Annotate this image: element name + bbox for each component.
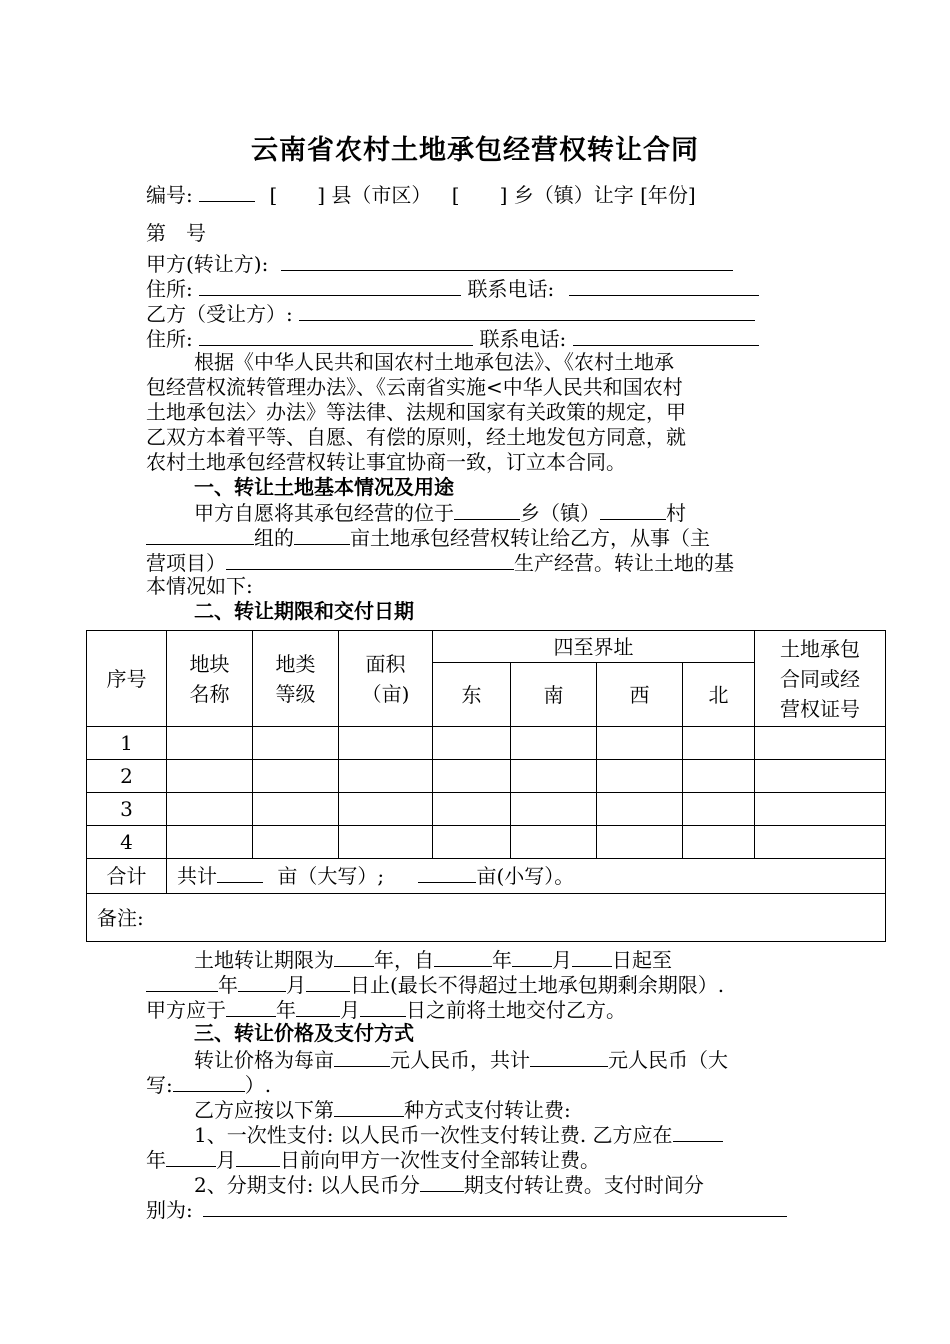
price-text: 月: [216, 1148, 236, 1172]
term-text: 土地转让期限为: [194, 948, 334, 972]
delivery-month-blank: [296, 996, 340, 1017]
term-years-blank: [334, 946, 374, 967]
number-label: 编号:: [146, 183, 193, 207]
s1-text: 村: [666, 501, 686, 525]
table-cell: [433, 727, 511, 760]
price-text: 种方式支付转让费:: [404, 1098, 571, 1122]
document-title: 云南省农村土地承包经营权转让合同: [251, 135, 699, 166]
section-1-line-3: [146, 549, 734, 575]
table-cell: [253, 826, 339, 859]
party-a-phone-label: 联系电话:: [467, 277, 555, 301]
th-area: [339, 631, 433, 727]
price-per-acre-blank: [334, 1046, 390, 1067]
village-blank: [600, 499, 666, 520]
preamble-line: 农村土地承包经营权转让事宜协商一致，订立本合同。: [146, 450, 626, 474]
table-cell: [339, 793, 433, 826]
term-text: 年，自: [374, 948, 434, 972]
section-1-line-1: [194, 499, 686, 525]
term-text: 日止(最长不得超过土地承包期剩余期限）.: [350, 973, 725, 997]
start-month-blank: [512, 946, 552, 967]
table-cell: [755, 760, 886, 793]
term-text: 月: [552, 948, 572, 972]
end-month-blank: [238, 971, 286, 992]
party-a-address-blank: [199, 275, 461, 296]
row-seq: 1: [87, 727, 167, 760]
party-b-phone-blank: [573, 325, 759, 346]
installment-count-blank: [420, 1171, 464, 1192]
total-text: 亩(小写）。: [476, 864, 575, 888]
project-blank: [226, 549, 514, 570]
lump-year-lead-blank: [673, 1121, 723, 1142]
th-plot-name: [167, 631, 253, 727]
price-line-6: [194, 1171, 704, 1197]
party-a-address-line: [146, 275, 759, 301]
total-blank-lower: [418, 862, 476, 883]
th-text: 等级: [275, 681, 316, 706]
delivery-day-blank: [360, 996, 406, 1017]
table-cell: [755, 826, 886, 859]
total-label: 合计: [87, 859, 167, 894]
installment-schedule-blank: [203, 1196, 787, 1217]
preamble-line: 土地承包法〉办法》等法律、法规和国家有关政策的规定，甲: [146, 400, 686, 424]
table-row: [87, 760, 886, 793]
party-b-address-blank: [199, 325, 473, 346]
table-cell: [167, 760, 253, 793]
preamble-line: 根据《中华人民共和国农村土地承包法》、《农村土地承: [194, 350, 674, 374]
price-capital-blank: [173, 1071, 245, 1092]
town-blank: [454, 499, 520, 520]
s1-text: 甲方自愿将其承包经营的位于: [194, 501, 454, 525]
number-blank: [199, 181, 255, 202]
table-cell: [683, 826, 755, 859]
th-west: 西: [597, 663, 683, 727]
term-line-3: [146, 996, 626, 1022]
price-text: 2、分期支付: 以人民币分: [194, 1173, 420, 1197]
lump-day-blank: [236, 1146, 280, 1167]
th-cert: [755, 631, 886, 727]
term-text: 年: [276, 998, 296, 1022]
party-b-line: [146, 300, 755, 326]
party-a-phone-blank: [569, 275, 759, 296]
table-cell: [167, 793, 253, 826]
term-text: 年: [218, 973, 238, 997]
land-table: [86, 630, 886, 942]
table-cell: [755, 793, 886, 826]
header-number-line: [146, 181, 696, 207]
table-row: [87, 793, 886, 826]
price-line-7: [146, 1196, 787, 1222]
town-field: [ ] 乡（镇）让字 [年份]: [451, 183, 696, 207]
party-b-address-line: [146, 325, 759, 351]
group-blank: [146, 524, 254, 545]
th-north: 北: [683, 663, 755, 727]
total-row: [87, 859, 886, 894]
th-south: 南: [511, 663, 597, 727]
party-a-address-label: 住所:: [146, 277, 193, 301]
total-text: 共计: [177, 864, 217, 888]
term-line-1: [194, 946, 672, 972]
th-text: 地块: [189, 651, 230, 676]
table-cell: [339, 826, 433, 859]
term-text: 甲方应于: [146, 998, 226, 1022]
table-cell: [597, 826, 683, 859]
acre-blank: [294, 524, 350, 545]
table-cell: [253, 727, 339, 760]
table-cell: [683, 760, 755, 793]
s1-text: 亩土地承包经营权转让给乙方，从事（主: [350, 526, 710, 550]
table-cell: [339, 760, 433, 793]
term-text: 日起至: [612, 948, 672, 972]
table-cell: [511, 760, 597, 793]
price-text: 别为:: [146, 1198, 193, 1222]
party-b-phone-label: 联系电话:: [479, 327, 567, 351]
th-text: 营权证号: [780, 696, 860, 721]
party-b-label: 乙方（受让方）:: [146, 302, 293, 326]
start-year-blank: [434, 946, 492, 967]
table-cell: [339, 727, 433, 760]
th-grade: [253, 631, 339, 727]
party-a-label: 甲方(转让方):: [146, 252, 269, 276]
price-text: ）.: [244, 1073, 272, 1097]
end-day-blank: [306, 971, 350, 992]
price-text: 年: [146, 1148, 166, 1172]
table-cell: [683, 727, 755, 760]
table-row: [87, 826, 886, 859]
section-1-line-2: [146, 524, 710, 550]
price-text: 日前向甲方一次性支付全部转让费。: [280, 1148, 600, 1172]
preamble-line: 包经营权流转管理办法》、《云南省实施<中华人民共和国农村: [146, 375, 683, 399]
table-cell: [597, 793, 683, 826]
price-line-4: [194, 1121, 723, 1147]
term-text: 年: [492, 948, 512, 972]
section-3-heading: 三、转让价格及支付方式: [194, 1021, 414, 1045]
th-text: 名称: [189, 681, 230, 706]
delivery-year-blank: [226, 996, 276, 1017]
lump-year-blank: [166, 1146, 216, 1167]
table-cell: [433, 793, 511, 826]
price-text: 1、一次性支付: 以人民币一次性支付转让费. 乙方应在: [194, 1123, 673, 1147]
table-cell: [433, 826, 511, 859]
term-text: 月: [286, 973, 306, 997]
price-text: 元人民币（大: [608, 1048, 728, 1072]
th-text: 地类: [275, 651, 316, 676]
total-text: 亩（大写）;: [277, 864, 385, 888]
table-cell: [253, 793, 339, 826]
th-text: 土地承包: [780, 636, 860, 661]
term-text: 月: [340, 998, 360, 1022]
total-cell: [167, 859, 886, 894]
section-1-line-4: 本情况如下:: [146, 574, 253, 598]
party-b-address-label: 住所:: [146, 327, 193, 351]
price-line-2: [146, 1071, 271, 1097]
price-line-1: [194, 1046, 728, 1072]
price-text: 乙方应按以下第: [194, 1098, 334, 1122]
table-cell: [511, 826, 597, 859]
table-cell: [683, 793, 755, 826]
th-text: 面积: [365, 651, 406, 676]
s1-text: 组的: [254, 526, 294, 550]
party-b-blank: [299, 300, 755, 321]
price-line-5: [146, 1146, 600, 1172]
payment-method-blank: [334, 1096, 404, 1117]
total-blank-upper: [217, 862, 263, 883]
remark-row: [87, 894, 886, 942]
price-text: 期支付转让费。支付时间分: [463, 1173, 704, 1197]
start-day-blank: [572, 946, 612, 967]
price-text: 元人民币，共计: [390, 1048, 530, 1072]
table-cell: [511, 727, 597, 760]
row-seq: 2: [87, 760, 167, 793]
th-seq: 序号: [87, 631, 167, 727]
price-line-3: [194, 1096, 571, 1122]
row-seq: 3: [87, 793, 167, 826]
th-text: 合同或经: [780, 666, 860, 691]
table-row: [87, 727, 886, 760]
th-text: （亩): [361, 681, 410, 706]
table-cell: [597, 760, 683, 793]
price-text: 转让价格为每亩: [194, 1048, 334, 1072]
s1-text: 生产经营。转让土地的基: [514, 551, 734, 575]
s1-text: 营项目）: [146, 551, 226, 575]
price-total-blank: [530, 1046, 608, 1067]
row-seq: 4: [87, 826, 167, 859]
county-field: [ ] 县（市区）: [269, 183, 432, 207]
s1-text: 乡（镇）: [520, 501, 600, 525]
table-cell: [433, 760, 511, 793]
th-east: 东: [433, 663, 511, 727]
table-cell: [167, 826, 253, 859]
remark-cell: 备注:: [87, 894, 886, 942]
term-text: 日之前将土地交付乙方。: [406, 998, 626, 1022]
price-text: 写:: [146, 1073, 173, 1097]
table-cell: [511, 793, 597, 826]
party-a-line: [146, 250, 733, 276]
th-boundary: 四至界址: [433, 631, 755, 663]
section-2-heading: 二、转让期限和交付日期: [194, 599, 414, 623]
table-cell: [167, 727, 253, 760]
table-cell: [253, 760, 339, 793]
preamble-line: 乙双方本着平等、自愿、有偿的原则，经土地发包方同意，就: [146, 425, 686, 449]
table-cell: [755, 727, 886, 760]
term-line-2: [146, 971, 724, 997]
end-year-blank: [146, 971, 218, 992]
section-1-heading: 一、转让土地基本情况及用途: [194, 475, 454, 499]
table-cell: [597, 727, 683, 760]
seq-line: 第 号: [146, 221, 206, 245]
party-a-blank: [281, 250, 733, 271]
